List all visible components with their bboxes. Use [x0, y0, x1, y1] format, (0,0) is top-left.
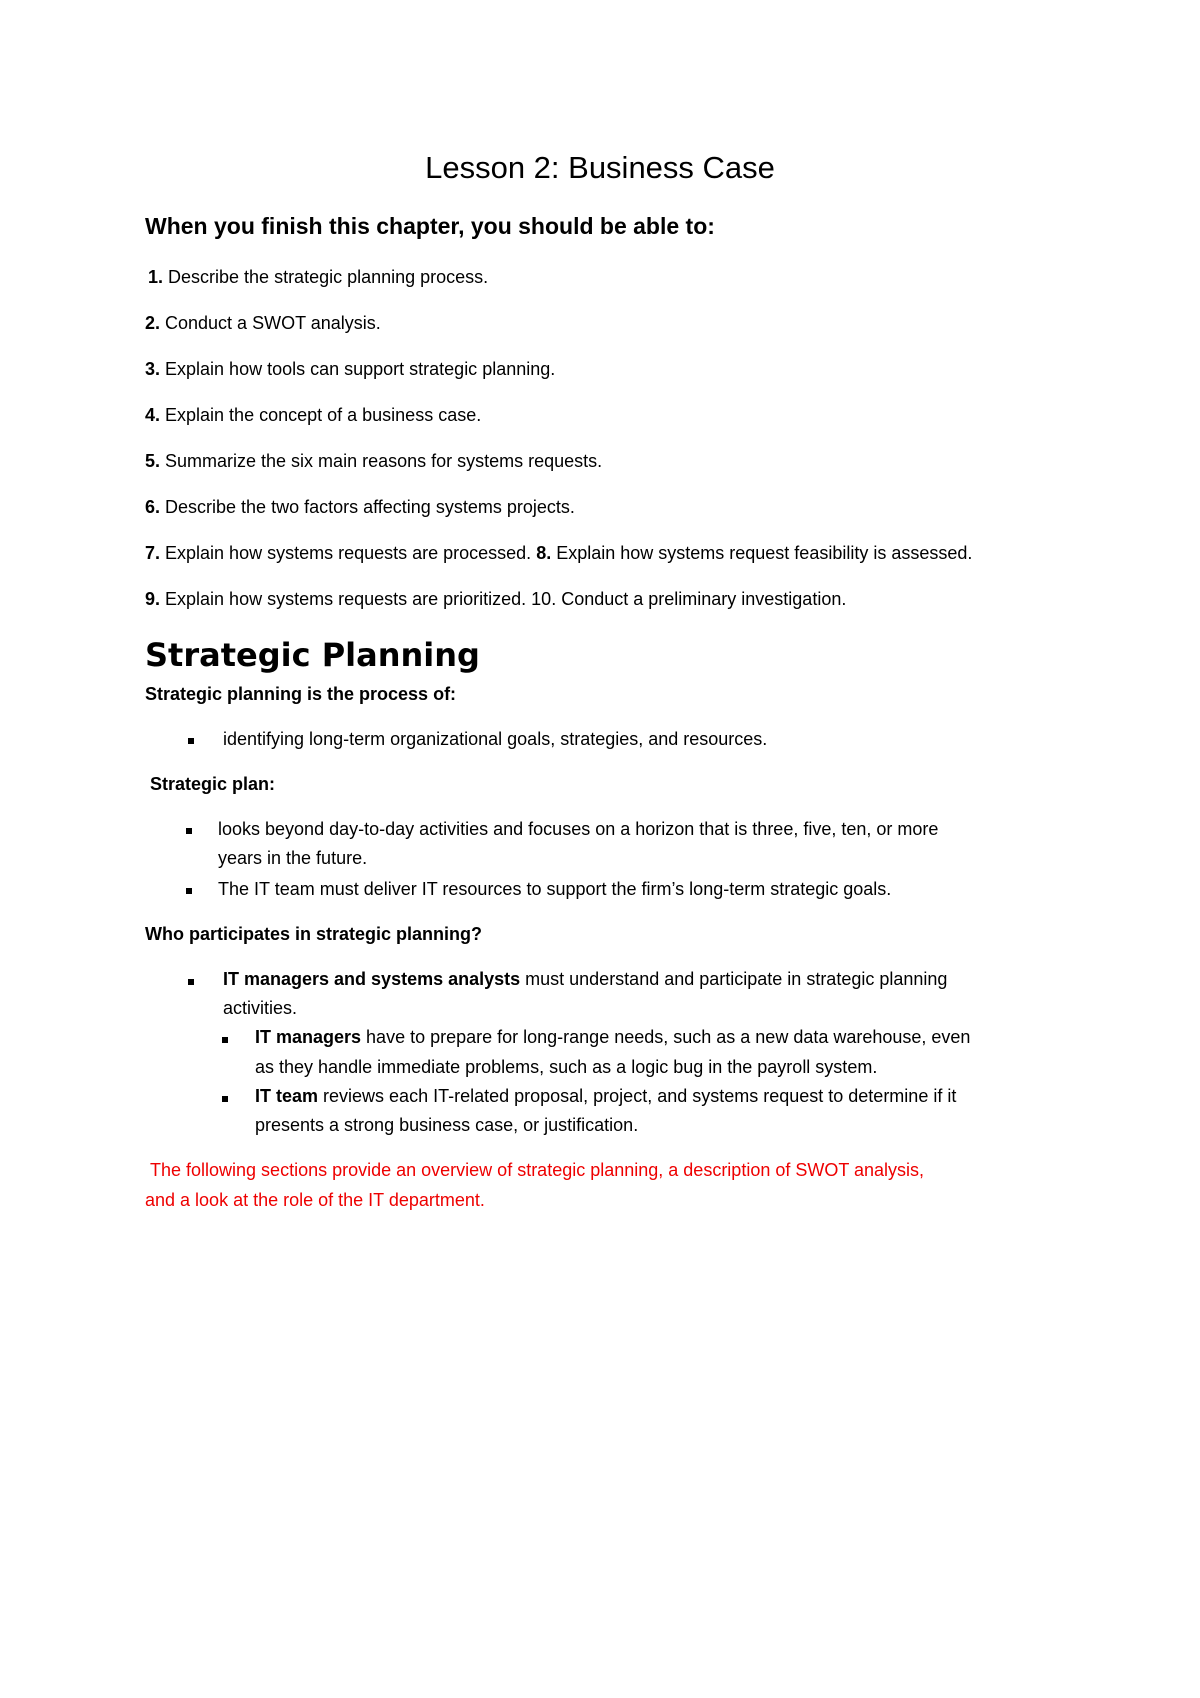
objective-item: 1. Describe the strategic planning process.: [148, 267, 489, 287]
who-bullet-text: activities.: [223, 998, 298, 1018]
plan-bullet-text: looks beyond day-to-day activities and focuses on a horizon that is three, five, ten, or more: [218, 819, 939, 839]
sub-bullet-text: as they handle immediate problems, such as a logic bug in the payroll system.: [255, 1057, 878, 1077]
page-title: Lesson 2: Business Case: [425, 150, 775, 185]
bullet-icon: [222, 1037, 228, 1043]
note-text: and a look at the role of the IT department.: [145, 1190, 485, 1210]
bullet-icon: [188, 979, 194, 985]
plan-bullet-text: years in the future.: [218, 848, 368, 868]
plan-label: Strategic plan:: [150, 774, 276, 794]
bullet-icon: [186, 888, 192, 894]
objective-item: 3. Explain how tools can support strategic planning.: [145, 359, 556, 379]
sub-bullet-text: IT managers have to prepare for long-range needs, such as a new data warehouse, even: [255, 1027, 971, 1047]
objective-item: 2. Conduct a SWOT analysis.: [145, 313, 381, 333]
bullet-icon: [186, 828, 192, 834]
definition-label: Strategic planning is the process of:: [145, 684, 457, 704]
who-bullet-text: IT managers and systems analysts must understand and participate in strategic planning: [223, 969, 948, 989]
objective-item: 6. Describe the two factors affecting systems projects.: [145, 497, 575, 517]
objective-item: 4. Explain the concept of a business case.: [145, 405, 482, 425]
note-text: The following sections provide an overview of strategic planning, a description of SWOT analysis,: [150, 1160, 925, 1180]
objective-item: 7. Explain how systems requests are processed. 8. Explain how systems request feasibility is assessed.: [145, 543, 973, 563]
plan-bullet-text: The IT team must deliver IT resources to support the firm’s long-term strategic goals.: [218, 879, 892, 899]
objectives-heading: When you finish this chapter, you should be able to:: [145, 213, 715, 239]
sub-bullet-text: presents a strong business case, or justification.: [255, 1115, 639, 1135]
who-label: Who participates in strategic planning?: [145, 924, 483, 944]
bullet-icon: [222, 1096, 228, 1102]
definition-bullet-text: identifying long-term organizational goals, strategies, and resources.: [223, 729, 768, 749]
objective-item: 5. Summarize the six main reasons for systems requests.: [145, 451, 603, 471]
section-heading: Strategic Planning: [145, 636, 480, 674]
objective-item: 9. Explain how systems requests are prioritized. 10. Conduct a preliminary investigation.: [145, 589, 847, 609]
bullet-icon: [188, 738, 194, 744]
sub-bullet-text: IT team reviews each IT-related proposal, project, and systems request to determine if it: [255, 1086, 957, 1106]
